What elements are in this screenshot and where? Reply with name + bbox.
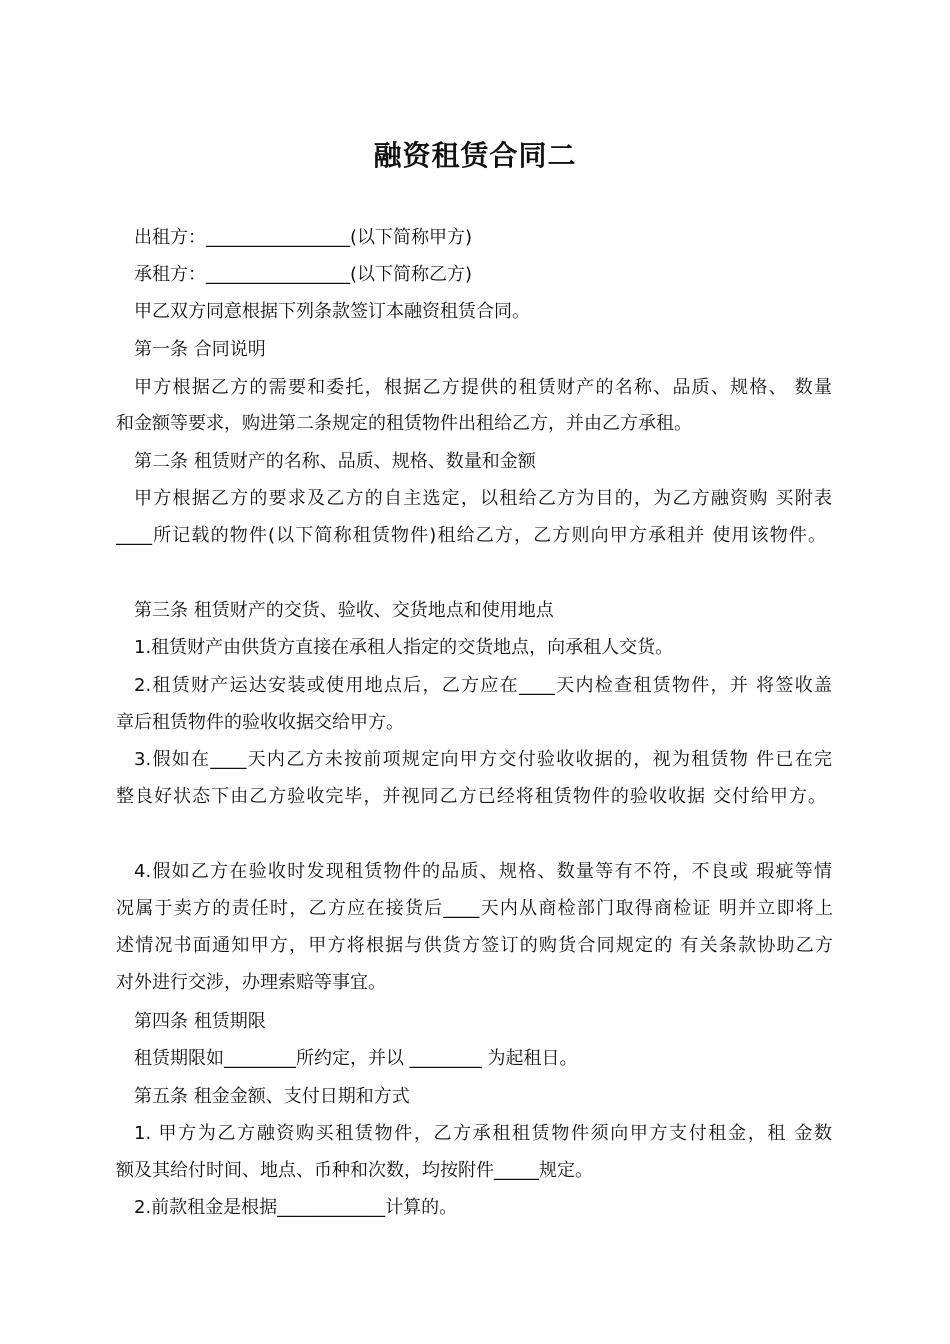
article-1-heading: 第一条 合同说明 — [134, 339, 266, 360]
article-3-item-4-cont-3: 对外进行交涉，办理索赔等事宜。 — [116, 972, 386, 993]
article-2-heading: 第二条 租赁财产的名称、品质、规格、数量和金额 — [134, 451, 536, 472]
lessee-line: 承租方：________________(以下简称乙方) — [134, 264, 473, 285]
article-3-item-3-cont: 整良好状态下由乙方验收完毕，并视同乙方已经将租赁物件的验收收据 交付给甲方。 — [116, 786, 826, 807]
article-3-item-3: 3.假如在____天内乙方未按前项规定向甲方交付验收收据的，视为租赁物 件已在完 — [134, 749, 832, 770]
article-4-heading: 第四条 租赁期限 — [134, 1011, 266, 1032]
document-title: 融资租赁合同二 — [373, 139, 577, 172]
lessor-line: 出租方：________________(以下简称甲方) — [134, 227, 473, 248]
article-2-text: 甲方根据乙方的要求及乙方的自主选定，以租给乙方为目的，为乙方融资购 买附表 — [134, 488, 832, 509]
article-3-heading: 第三条 租赁财产的交货、验收、交货地点和使用地点 — [134, 600, 554, 621]
article-4-text: 租赁期限如________所约定，并以 ________ 为起租日。 — [134, 1048, 578, 1069]
article-2-text-cont: ____所记载的物件(以下简称租赁物件)租给乙方，乙方则向甲方承租并 使用该物件。 — [116, 525, 826, 546]
article-1-text: 甲方根据乙方的需要和委托，根据乙方提供的租赁财产的名称、品质、规格、 数量 — [134, 377, 832, 398]
article-5-item-1: 1. 甲方为乙方融资购买租赁物件，乙方承租租赁物件须向甲方支付租金，租 金数 — [134, 1123, 832, 1144]
article-3-item-2: 2.租赁财产运达安装或使用地点后，乙方应在____天内检查租赁物件，并 将签收盖 — [134, 675, 832, 696]
article-5-item-1-cont: 额及其给付时间、地点、币种和次数，均按附件_____规定。 — [116, 1160, 593, 1181]
article-3-item-4: 4.假如乙方在验收时发现租赁物件的品质、规格、数量等有不符，不良或 瑕疵等情 — [134, 861, 832, 882]
article-5-heading: 第五条 租金金额、支付日期和方式 — [134, 1086, 410, 1107]
article-3-item-4-cont-1: 况属于卖方的责任时，乙方应在接货后____天内从商检部门取得商检证 明并立即将上 — [116, 898, 833, 919]
article-3-item-1: 1.租赁财产由供货方直接在承租人指定的交货地点，向承租人交货。 — [134, 637, 674, 658]
article-1-text-cont: 和金额等要求，购进第二条规定的租赁物件出租给乙方，并由乙方承租。 — [116, 413, 692, 434]
article-5-item-2: 2.前款租金是根据____________计算的。 — [134, 1197, 458, 1218]
article-3-item-4-cont-2: 述情况书面通知甲方，甲方将根据与供货方签订的购货合同规定的 有关条款协助乙方 — [116, 935, 833, 956]
article-3-item-2-cont: 章后租赁物件的验收收据交给甲方。 — [116, 712, 404, 733]
intro-paragraph: 甲乙双方同意根据下列条款签订本融资租赁合同。 — [134, 301, 530, 322]
